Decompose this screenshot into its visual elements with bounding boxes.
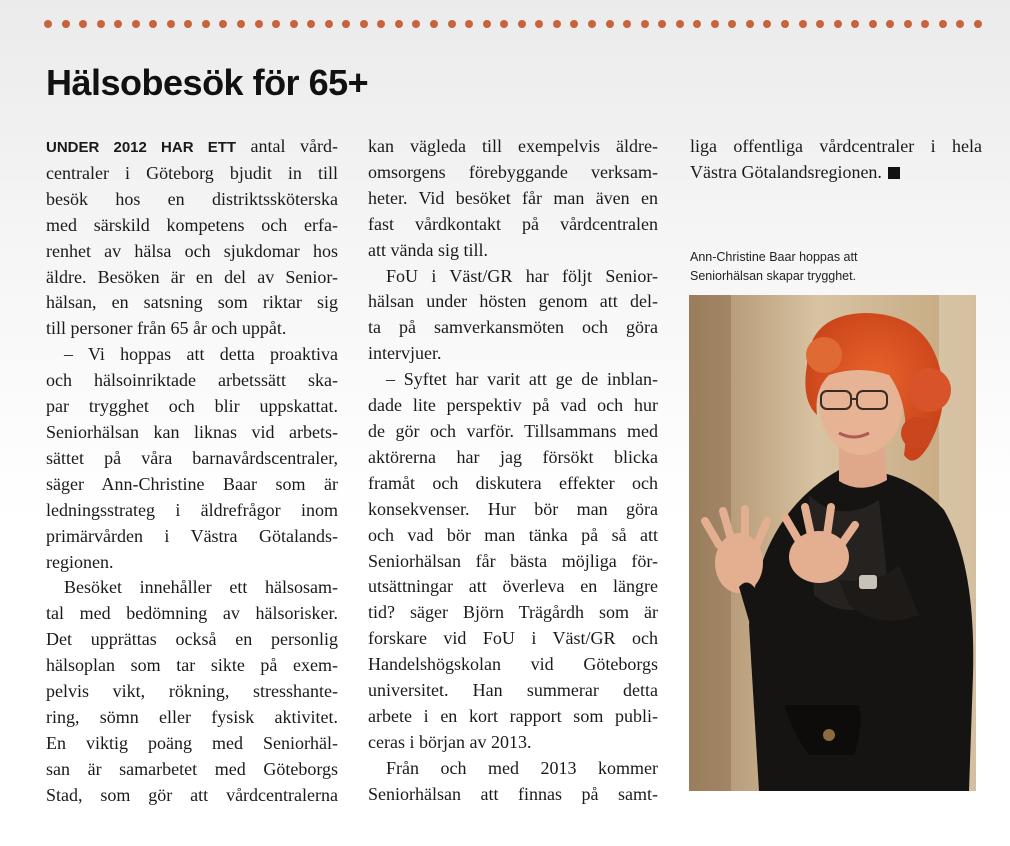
dot (956, 20, 964, 28)
dot (693, 20, 701, 28)
dot (114, 20, 122, 28)
text-line: FoU i Väst/GR har följt Senior- (386, 265, 658, 286)
dot (342, 20, 350, 28)
dot (97, 20, 105, 28)
lead-in: UNDER 2012 HAR ETT (46, 139, 237, 156)
dot (395, 20, 403, 28)
text-line: Seniorhälsan får bästa möjliga för- (368, 550, 658, 571)
text-line: ledningsstrateg i äldrefrågor inom (46, 499, 338, 520)
end-of-article-mark (888, 167, 900, 179)
text-line: till personer från 65 år och uppåt. (46, 318, 287, 339)
text-line: UNDER 2012 HAR ETT antal vård- (46, 136, 338, 156)
dot (202, 20, 210, 28)
dot (763, 20, 771, 28)
caption-line: Ann-Christine Baar hoppas att (690, 250, 858, 264)
dot (939, 20, 947, 28)
text-line: säger Ann-Christine Baar som är (46, 473, 338, 494)
caption-line: Seniorhälsan skapar trygghet. (690, 269, 857, 283)
dot (641, 20, 649, 28)
text-line: – Syftet har varit att ge de inblan- (386, 369, 658, 390)
dot (711, 20, 719, 28)
dot (921, 20, 929, 28)
text-line: – Vi hoppas att detta proaktiva (64, 344, 338, 365)
dot (869, 20, 877, 28)
text-line: liga offentliga vårdcentraler i hela (690, 136, 982, 156)
text-line: fast vårdkontakt på vårdcentralen (368, 213, 658, 234)
text-line: tal med bedömning av hälsorisker. (46, 603, 338, 624)
dot (132, 20, 140, 28)
dot (886, 20, 894, 28)
dot (658, 20, 666, 28)
text-line: Från och med 2013 kommer (386, 757, 658, 778)
dot (44, 20, 52, 28)
dot (535, 20, 543, 28)
text-line: besök hos en distriktssköterska (46, 188, 338, 209)
text-line: En viktig poäng med Seniorhäl- (46, 732, 338, 753)
text-line: arbete i en kort rapport som publi- (368, 705, 658, 726)
text-line: intervjuer. (368, 343, 442, 364)
text-line: aktörerna har jag försökt blicka (368, 446, 658, 467)
dot (219, 20, 227, 28)
dot (904, 20, 912, 28)
text-line: san är samarbetet med Göteborgs (46, 758, 338, 779)
dot (834, 20, 842, 28)
text-line: framåt och diskutera effekter och (368, 472, 658, 493)
dot (676, 20, 684, 28)
text-line: Besöket innehåller ett hälsosam- (64, 577, 338, 598)
photo-caption (690, 248, 990, 286)
article-column-3 (690, 134, 982, 186)
text-line: dade lite perspektiv på vad och hur (368, 395, 658, 416)
text-line: ceras i början av 2013. (368, 731, 532, 752)
text-line: Handelshögskolan vid Göteborgs (368, 654, 658, 675)
text-line: sättet på våra barnavårdscentraler, (46, 447, 338, 468)
text-line: att vända sig till. (368, 239, 488, 260)
dot (588, 20, 596, 28)
text-line: Västra Götalandsregionen. (690, 160, 982, 186)
text-line: utsättningar att överleva en längre (368, 576, 658, 597)
text-line: heter. Vid besöket får man även en (368, 187, 658, 208)
decorative-dot-rule (44, 16, 982, 32)
dot (553, 20, 561, 28)
text-line: Seniorhälsan kan liknas vid arbets- (46, 421, 338, 442)
speaker-photo-illustration (689, 295, 976, 791)
dot (237, 20, 245, 28)
dot (184, 20, 192, 28)
dot (483, 20, 491, 28)
text-line: och hälsoinriktade arbetssätt ska- (46, 370, 338, 391)
text-line: centraler i Göteborg bjudit in till (46, 162, 338, 183)
dot (255, 20, 263, 28)
article-column-2 (368, 134, 658, 808)
dot (974, 20, 982, 28)
dot (149, 20, 157, 28)
dot (448, 20, 456, 28)
text-line: med särskild kompetens och erfa- (46, 214, 338, 235)
dot (570, 20, 578, 28)
dot (465, 20, 473, 28)
text-line: par trygghet och blir uppskattat. (46, 396, 338, 417)
text-line: äldre. Besöken är en del av Senior- (46, 266, 338, 287)
dot (500, 20, 508, 28)
text-line: forskare vid FoU i Väst/GR och (368, 628, 658, 649)
dot (272, 20, 280, 28)
dot (79, 20, 87, 28)
dot (799, 20, 807, 28)
text-line: regionen. (46, 551, 114, 572)
dot (518, 20, 526, 28)
dot (623, 20, 631, 28)
text-line: hälsan under hösten genom att del- (368, 291, 658, 312)
text-line: de gör och varför. Tillsammans med (368, 420, 658, 441)
dot (851, 20, 859, 28)
text-line: universitet. Han summerar detta (368, 680, 658, 701)
dot (781, 20, 789, 28)
text-line: konsekvenser. Hur bör man göra (368, 498, 658, 519)
dot (167, 20, 175, 28)
dot (290, 20, 298, 28)
text-line: Det upprättas också en personlig (46, 629, 338, 650)
text-line: ring, sömn eller fysisk aktivitet. (46, 706, 338, 727)
article-title: Hälsobesök för 65+ (46, 62, 369, 103)
text-line: primärvården i Västra Götalands- (46, 525, 338, 546)
text-line: renhet av hälsa och sjukdomar hos (46, 240, 338, 261)
text-line: Stad, som gör att vårdcentralerna (46, 784, 338, 805)
text-line: hälsan, en satsning som riktar sig (46, 292, 338, 313)
dot (430, 20, 438, 28)
text-line: hälsoplan som tar sikte på exem- (46, 655, 338, 676)
text-line: tid? säger Björn Trägårdh som är (368, 602, 658, 623)
text-line: ta på samverkansmöten och göra (368, 317, 658, 338)
dot (606, 20, 614, 28)
article-column-1 (46, 134, 338, 809)
dot (62, 20, 70, 28)
dot (325, 20, 333, 28)
dot (412, 20, 420, 28)
dot (816, 20, 824, 28)
text-line: kan vägleda till exempelvis äldre- (368, 136, 658, 156)
dot (307, 20, 315, 28)
text-line: och vad bör man tänka på så att (368, 524, 658, 545)
text-line: pelvis vikt, rökning, stresshante- (46, 681, 338, 702)
dot (360, 20, 368, 28)
speaker-photo (689, 295, 976, 791)
dot (728, 20, 736, 28)
text-line: Seniorhälsan att finnas på samt- (368, 783, 658, 804)
dot (746, 20, 754, 28)
dot (377, 20, 385, 28)
text-line: omsorgens förebyggande verksam- (368, 161, 658, 182)
